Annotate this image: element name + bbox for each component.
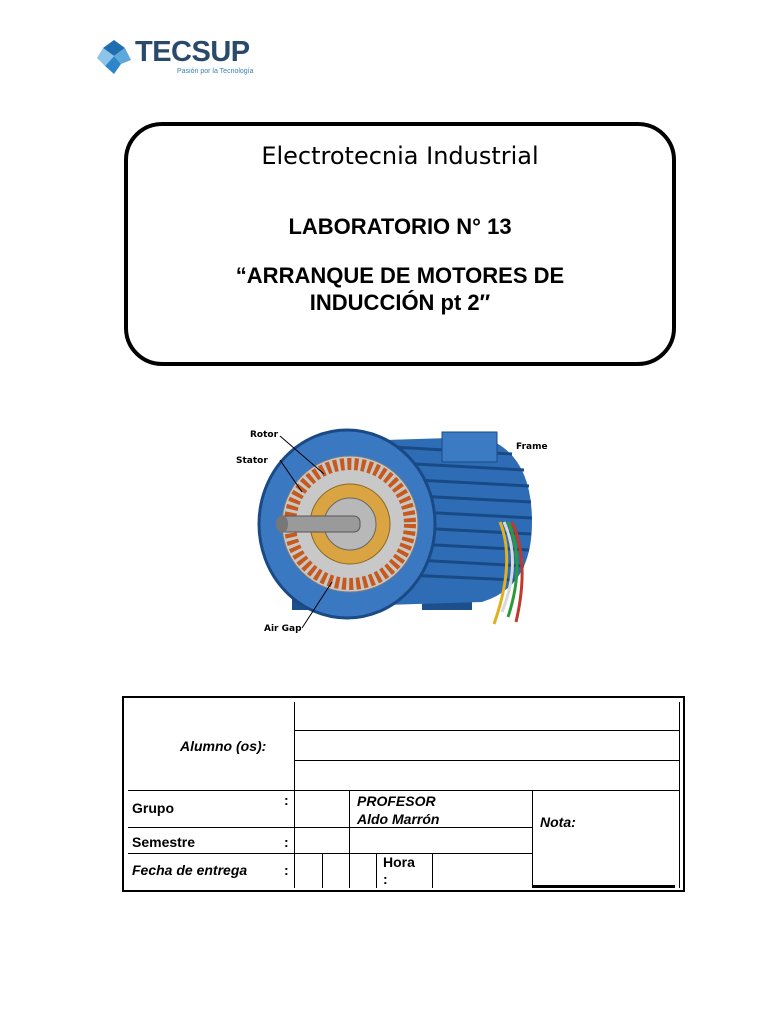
callout-stator: Stator	[236, 456, 268, 466]
lab-title-line2: INDUCCIÓN pt 2″	[309, 290, 491, 315]
callout-rotor: Rotor	[250, 430, 279, 440]
tecsup-logo	[95, 36, 255, 80]
time-label: Hora	[383, 854, 415, 870]
tecsup-logo-text: TECSUP	[135, 36, 250, 68]
semester-label: Semestre	[132, 834, 196, 850]
professor-block	[357, 792, 439, 828]
line-h5	[128, 853, 532, 854]
time-block	[383, 854, 415, 888]
group-colon: :	[284, 792, 289, 808]
title-box	[124, 122, 676, 366]
student-info-form	[122, 696, 685, 892]
induction-motor-illustration	[232, 412, 562, 652]
line-v4	[376, 853, 377, 888]
line-v7	[679, 702, 680, 888]
line-h2	[294, 760, 679, 761]
line-v1	[294, 702, 295, 888]
student-label: Alumno (os):	[180, 738, 267, 754]
professor-label: PROFESOR	[357, 793, 436, 809]
tecsup-logo-icon	[95, 38, 133, 76]
due-date-colon: :	[284, 862, 289, 878]
lab-number: LABORATORIO N° 13	[288, 214, 512, 239]
lab-title-line1: “ARRANQUE DE MOTORES DE	[235, 263, 565, 288]
lab-title	[128, 262, 672, 316]
line-v5	[432, 853, 433, 888]
callout-frame: Frame	[516, 442, 548, 452]
grade-label: Nota:	[540, 814, 576, 830]
motor-image	[232, 412, 562, 652]
line-h4	[128, 827, 532, 828]
line-nota-bottom	[532, 885, 675, 888]
line-v2	[322, 853, 323, 888]
line-v3	[349, 790, 350, 888]
tecsup-logo-tagline: Pasión por la Tecnología	[177, 68, 254, 75]
line-h3	[128, 790, 679, 791]
callout-air-gap: Air Gap	[264, 624, 302, 634]
line-h1	[294, 730, 679, 731]
line-v6	[532, 790, 533, 888]
professor-name: Aldo Marrón	[357, 811, 440, 827]
group-label: Grupo	[132, 800, 174, 816]
course-title: Electrotecnia Industrial	[261, 142, 539, 170]
form-grid	[128, 702, 679, 888]
due-date-label: Fecha de entrega	[132, 862, 248, 878]
time-colon: :	[383, 871, 388, 887]
semester-colon: :	[284, 834, 289, 850]
